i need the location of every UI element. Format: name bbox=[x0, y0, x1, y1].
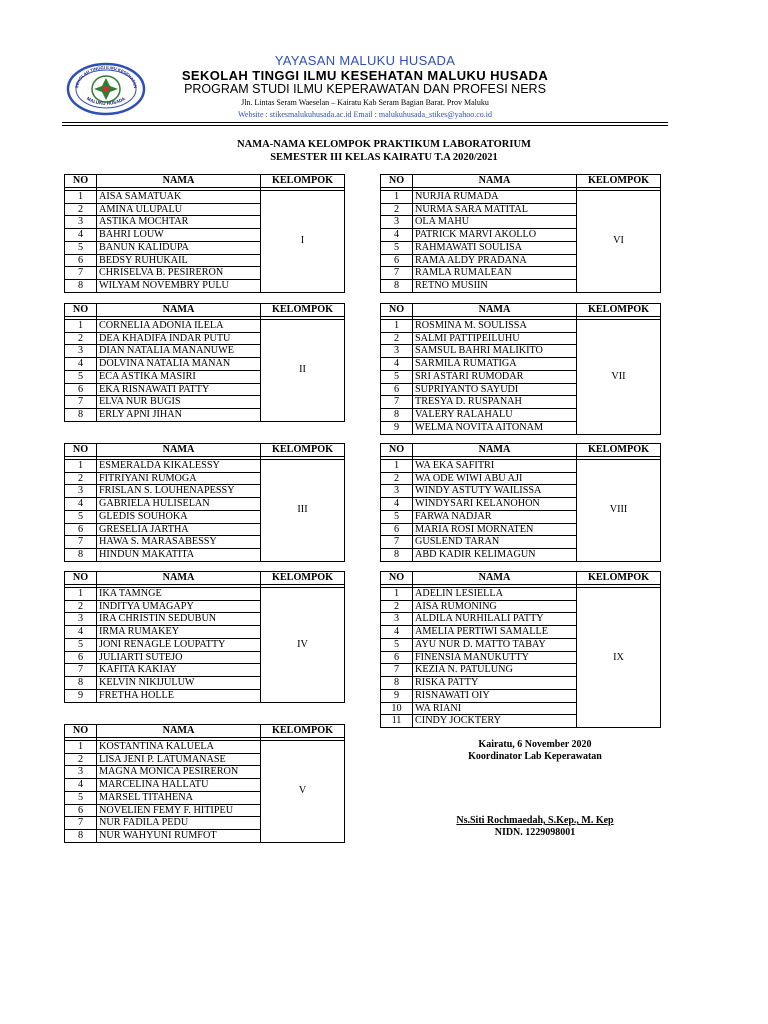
member-name: JULIARTI SUTEJO bbox=[97, 651, 261, 664]
school-name: SEKOLAH TINGGI ILMU KESEHATAN MALUKU HUSADA bbox=[181, 68, 549, 83]
member-name: ABD KADIR KELIMAGUN bbox=[413, 549, 577, 562]
table-row bbox=[65, 319, 345, 332]
member-no: 5 bbox=[65, 510, 97, 523]
column-header-no: NO bbox=[65, 572, 97, 585]
member-no: 7 bbox=[65, 536, 97, 549]
member-no: 5 bbox=[381, 510, 413, 523]
member-name: CINDY JOCKTERY bbox=[413, 715, 577, 728]
column-header-nama: NAMA bbox=[97, 175, 261, 188]
member-no: 3 bbox=[381, 613, 413, 626]
member-name: WINDYSARI KELANOHON bbox=[413, 498, 577, 511]
table-header-row bbox=[381, 444, 661, 457]
member-name: WILYAM NOVEMBRY PULU bbox=[97, 280, 261, 293]
document-subtitle: SEMESTER III KELAS KAIRATU T.A 2020/2021 bbox=[270, 152, 498, 163]
column-header-kelompok: KELOMPOK bbox=[261, 175, 345, 188]
member-no: 1 bbox=[381, 190, 413, 203]
member-name: IRMA RUMAKEY bbox=[97, 626, 261, 639]
column-header-kelompok: KELOMPOK bbox=[261, 304, 345, 317]
member-no: 2 bbox=[65, 600, 97, 613]
group-number: IX bbox=[577, 587, 661, 727]
member-no: 3 bbox=[381, 345, 413, 358]
member-name: HAWA S. MARASABESSY bbox=[97, 536, 261, 549]
member-no: 4 bbox=[381, 229, 413, 242]
member-name: KAFITA KAKIAY bbox=[97, 664, 261, 677]
member-name: RAHMAWATI SOULISA bbox=[413, 241, 577, 254]
group-table-vi bbox=[380, 174, 661, 293]
member-no: 2 bbox=[65, 472, 97, 485]
member-name: JONI RENAGLE LOUPATTY bbox=[97, 638, 261, 651]
group-table-viii bbox=[380, 443, 661, 562]
table-header-row bbox=[381, 304, 661, 317]
table-header-row bbox=[381, 175, 661, 188]
member-name: ECA ASTIKA MASIRI bbox=[97, 370, 261, 383]
signature-role: Koordinator Lab Keperawatan bbox=[468, 751, 602, 762]
member-no: 3 bbox=[381, 485, 413, 498]
column-header-nama: NAMA bbox=[97, 725, 261, 738]
member-name: WA RIANI bbox=[413, 702, 577, 715]
group-table-ii bbox=[64, 303, 345, 422]
member-name: FITRIYANI RUMOGA bbox=[97, 472, 261, 485]
column-header-nama: NAMA bbox=[413, 444, 577, 457]
signature-place-date: Kairatu, 6 November 2020 bbox=[478, 739, 592, 750]
column-header-nama: NAMA bbox=[413, 304, 577, 317]
member-no: 7 bbox=[381, 664, 413, 677]
member-name: NURJIA RUMADA bbox=[413, 190, 577, 203]
column-header-kelompok: KELOMPOK bbox=[577, 175, 661, 188]
member-name: GABRIELA HULISELAN bbox=[97, 498, 261, 511]
member-name: HINDUN MAKATITA bbox=[97, 549, 261, 562]
group-number: VIII bbox=[577, 459, 661, 561]
column-header-nama: NAMA bbox=[97, 572, 261, 585]
member-name: KELVIN NIKIJULUW bbox=[97, 677, 261, 690]
group-number: V bbox=[261, 740, 345, 842]
column-header-nama: NAMA bbox=[413, 572, 577, 585]
member-no: 4 bbox=[65, 779, 97, 792]
member-no: 8 bbox=[65, 549, 97, 562]
member-no: 6 bbox=[381, 383, 413, 396]
member-no: 4 bbox=[65, 358, 97, 371]
member-name: RETNO MUSIIN bbox=[413, 280, 577, 293]
member-name: AYU NUR D. MATTO TABAY bbox=[413, 638, 577, 651]
member-no: 10 bbox=[381, 702, 413, 715]
member-name: CORNELIA ADONIA ILELA bbox=[97, 319, 261, 332]
member-name: MARSEL TITAHENA bbox=[97, 791, 261, 804]
group-table-vii bbox=[380, 303, 661, 435]
member-name: SRI ASTARI RUMODAR bbox=[413, 370, 577, 383]
column-header-kelompok: KELOMPOK bbox=[577, 444, 661, 457]
member-name: FRISLAN S. LOUHENAPESSY bbox=[97, 485, 261, 498]
column-header-kelompok: KELOMPOK bbox=[577, 304, 661, 317]
member-no: 8 bbox=[65, 677, 97, 690]
group-number: I bbox=[261, 190, 345, 292]
member-no: 8 bbox=[65, 280, 97, 293]
column-header-no: NO bbox=[65, 725, 97, 738]
member-name: NUR WAHYUNI RUMFOT bbox=[97, 830, 261, 843]
svg-text:MALUKU HUSADA: MALUKU HUSADA bbox=[85, 95, 127, 106]
member-no: 6 bbox=[65, 254, 97, 267]
member-no: 5 bbox=[381, 241, 413, 254]
member-name: AMINA ULUPALU bbox=[97, 203, 261, 216]
member-name: RISKA PATTY bbox=[413, 677, 577, 690]
table-row bbox=[65, 740, 345, 753]
member-no: 2 bbox=[65, 203, 97, 216]
member-name: MARIA ROSI MORNATEN bbox=[413, 523, 577, 536]
table-header-row bbox=[381, 572, 661, 585]
member-no: 5 bbox=[65, 241, 97, 254]
member-no: 1 bbox=[381, 587, 413, 600]
column-header-kelompok: KELOMPOK bbox=[577, 572, 661, 585]
member-no: 7 bbox=[65, 267, 97, 280]
member-name: EKA RISNAWATI PATTY bbox=[97, 383, 261, 396]
member-no: 8 bbox=[381, 409, 413, 422]
member-name: SARMILA RUMATIGA bbox=[413, 358, 577, 371]
member-no: 7 bbox=[381, 396, 413, 409]
member-name: OLA MAHU bbox=[413, 216, 577, 229]
member-no: 1 bbox=[65, 459, 97, 472]
member-no: 6 bbox=[65, 523, 97, 536]
table-row bbox=[381, 459, 661, 472]
group-number: II bbox=[261, 319, 345, 421]
member-no: 8 bbox=[65, 409, 97, 422]
member-no: 2 bbox=[381, 203, 413, 216]
member-name: LISA JENI P. LATUMANASE bbox=[97, 753, 261, 766]
header-rule-thin bbox=[62, 125, 668, 126]
member-name: INDITYA UMAGAPY bbox=[97, 600, 261, 613]
member-name: AISA RUMONING bbox=[413, 600, 577, 613]
member-name: BAHRI LOUW bbox=[97, 229, 261, 242]
member-no: 6 bbox=[65, 383, 97, 396]
member-name: ADELIN LESIELLA bbox=[413, 587, 577, 600]
table-row bbox=[381, 190, 661, 203]
table-row bbox=[381, 587, 661, 600]
member-no: 6 bbox=[381, 651, 413, 664]
member-no: 5 bbox=[65, 638, 97, 651]
table-row bbox=[65, 587, 345, 600]
member-name: KEZIA N. PATULUNG bbox=[413, 664, 577, 677]
member-no: 4 bbox=[381, 498, 413, 511]
svg-text:SEKOLAH TINGGI ILMU KESEHATAN: SEKOLAH TINGGI ILMU KESEHATAN bbox=[73, 64, 139, 89]
member-name: SAMSUL BAHRI MALIKITO bbox=[413, 345, 577, 358]
member-name: FRETHA HOLLE bbox=[97, 689, 261, 702]
group-table-ix bbox=[380, 571, 661, 728]
member-no: 2 bbox=[381, 472, 413, 485]
member-no: 6 bbox=[65, 651, 97, 664]
member-no: 4 bbox=[65, 229, 97, 242]
column-header-no: NO bbox=[381, 444, 413, 457]
member-no: 8 bbox=[381, 280, 413, 293]
member-name: MAGNA MONICA PESIRERON bbox=[97, 766, 261, 779]
column-header-no: NO bbox=[65, 304, 97, 317]
member-no: 1 bbox=[65, 587, 97, 600]
column-header-nama: NAMA bbox=[97, 444, 261, 457]
member-name: ESMERALDA KIKALESSY bbox=[97, 459, 261, 472]
group-table-iv bbox=[64, 571, 345, 703]
member-name: RAMA ALDY PRADANA bbox=[413, 254, 577, 267]
member-name: DOLVINA NATALIA MANAN bbox=[97, 358, 261, 371]
column-header-no: NO bbox=[65, 175, 97, 188]
member-name: RISNAWATI OIY bbox=[413, 689, 577, 702]
member-name: SALMI PATTIPEILUHU bbox=[413, 332, 577, 345]
member-no: 7 bbox=[381, 536, 413, 549]
member-no: 1 bbox=[65, 190, 97, 203]
member-no: 6 bbox=[381, 523, 413, 536]
member-no: 3 bbox=[65, 345, 97, 358]
table-header-row bbox=[65, 304, 345, 317]
website-email[interactable]: Website : stikesmalukuhusada.ac.id Email : malukuhusada_stikes@yahoo.co.id bbox=[237, 110, 492, 119]
column-header-no: NO bbox=[381, 304, 413, 317]
member-name: CHRISELVA B. PESIRERON bbox=[97, 267, 261, 280]
member-name: NUR FADILA PEDU bbox=[97, 817, 261, 830]
member-name: ALDILA NURHILALI PATTY bbox=[413, 613, 577, 626]
member-no: 7 bbox=[381, 267, 413, 280]
member-name: GRESELIA JARTHA bbox=[97, 523, 261, 536]
member-no: 3 bbox=[65, 216, 97, 229]
group-number: VII bbox=[577, 319, 661, 434]
member-no: 7 bbox=[65, 396, 97, 409]
member-no: 8 bbox=[65, 830, 97, 843]
member-name: ASTIKA MOCHTAR bbox=[97, 216, 261, 229]
member-no: 2 bbox=[65, 753, 97, 766]
member-name: AISA SAMATUAK bbox=[97, 190, 261, 203]
member-no: 9 bbox=[381, 689, 413, 702]
member-name: SUPRIYANTO SAYUDI bbox=[413, 383, 577, 396]
table-row bbox=[381, 319, 661, 332]
member-name: ELVA NUR BUGIS bbox=[97, 396, 261, 409]
member-name: RAMLA RUMALEAN bbox=[413, 267, 577, 280]
member-name: BEDSY RUHUKAIL bbox=[97, 254, 261, 267]
member-name: PATRICK MARVI AKOLLO bbox=[413, 229, 577, 242]
member-no: 4 bbox=[65, 626, 97, 639]
member-name: TRESYA D. RUSPANAH bbox=[413, 396, 577, 409]
table-header-row bbox=[65, 175, 345, 188]
member-name: FINENSIA MANUKUTTY bbox=[413, 651, 577, 664]
group-number: VI bbox=[577, 190, 661, 292]
member-name: GUSLEND TARAN bbox=[413, 536, 577, 549]
group-number: IV bbox=[261, 587, 345, 702]
member-no: 1 bbox=[65, 319, 97, 332]
member-name: WA EKA SAFITRI bbox=[413, 459, 577, 472]
institution-logo bbox=[66, 62, 146, 116]
member-no: 9 bbox=[65, 689, 97, 702]
group-table-i bbox=[64, 174, 345, 293]
member-name: ROSMINA M. SOULISSA bbox=[413, 319, 577, 332]
column-header-kelompok: KELOMPOK bbox=[261, 572, 345, 585]
member-name: IKA TAMNGE bbox=[97, 587, 261, 600]
table-header-row bbox=[65, 572, 345, 585]
yayasan-name: YAYASAN MALUKU HUSADA bbox=[274, 53, 456, 68]
document-title: NAMA-NAMA KELOMPOK PRAKTIKUM LABORATORIUM bbox=[237, 139, 531, 150]
member-no: 6 bbox=[65, 804, 97, 817]
member-no: 3 bbox=[65, 613, 97, 626]
column-header-no: NO bbox=[381, 175, 413, 188]
member-name: NURMA SARA MATITAL bbox=[413, 203, 577, 216]
member-name: WA ODE WIWI ABU AJI bbox=[413, 472, 577, 485]
member-no: 5 bbox=[65, 791, 97, 804]
member-no: 9 bbox=[381, 421, 413, 434]
header-rule-thick bbox=[62, 122, 668, 123]
group-table-iii bbox=[64, 443, 345, 562]
member-name: ERLY APNI JIHAN bbox=[97, 409, 261, 422]
member-no: 1 bbox=[381, 319, 413, 332]
column-header-nama: NAMA bbox=[413, 175, 577, 188]
member-no: 4 bbox=[381, 626, 413, 639]
member-no: 5 bbox=[381, 370, 413, 383]
member-no: 5 bbox=[381, 638, 413, 651]
member-name: GLEDIS SOUHOKA bbox=[97, 510, 261, 523]
member-no: 3 bbox=[65, 485, 97, 498]
member-no: 2 bbox=[381, 332, 413, 345]
member-name: IRA CHRISTIN SEDUBUN bbox=[97, 613, 261, 626]
member-name: VALERY RALAHALU bbox=[413, 409, 577, 422]
member-name: NOVELIEN FEMY F. HITIPEU bbox=[97, 804, 261, 817]
member-no: 7 bbox=[65, 817, 97, 830]
signature-name: Ns.Siti Rochmaedah, S.Kep., M. Kep bbox=[456, 815, 614, 826]
column-header-nama: NAMA bbox=[97, 304, 261, 317]
member-name: AMELIA PERTIWI SAMALLE bbox=[413, 626, 577, 639]
table-header-row bbox=[65, 444, 345, 457]
member-no: 4 bbox=[381, 358, 413, 371]
member-no: 5 bbox=[65, 370, 97, 383]
member-no: 8 bbox=[381, 677, 413, 690]
member-name: MARCELINA HALLATU bbox=[97, 779, 261, 792]
table-row bbox=[65, 459, 345, 472]
member-no: 2 bbox=[381, 600, 413, 613]
column-header-no: NO bbox=[65, 444, 97, 457]
address: Jln. Lintas Seram Waeselan – Kairatu Kab Seram Bagian Barat. Prov Maluku bbox=[241, 98, 489, 107]
member-no: 2 bbox=[65, 332, 97, 345]
column-header-kelompok: KELOMPOK bbox=[261, 725, 345, 738]
member-no: 11 bbox=[381, 715, 413, 728]
program-name: PROGRAM STUDI ILMU KEPERAWATAN DAN PROFESI NERS bbox=[184, 82, 546, 96]
member-name: KOSTANTINA KALUELA bbox=[97, 740, 261, 753]
signature-nidn: NIDN. 1229098001 bbox=[494, 827, 576, 838]
member-no: 3 bbox=[65, 766, 97, 779]
column-header-no: NO bbox=[381, 572, 413, 585]
member-no: 1 bbox=[65, 740, 97, 753]
member-no: 7 bbox=[65, 664, 97, 677]
member-name: BANUN KALIDUPA bbox=[97, 241, 261, 254]
member-name: DIAN NATALIA MANANUWE bbox=[97, 345, 261, 358]
member-no: 3 bbox=[381, 216, 413, 229]
group-table-v bbox=[64, 724, 345, 843]
member-name: WELMA NOVITA AITONAM bbox=[413, 421, 577, 434]
member-no: 6 bbox=[381, 254, 413, 267]
member-no: 1 bbox=[381, 459, 413, 472]
group-number: III bbox=[261, 459, 345, 561]
table-header-row bbox=[65, 725, 345, 738]
column-header-kelompok: KELOMPOK bbox=[261, 444, 345, 457]
member-name: WINDY ASTUTY WAILISSA bbox=[413, 485, 577, 498]
member-no: 8 bbox=[381, 549, 413, 562]
member-no: 4 bbox=[65, 498, 97, 511]
table-row bbox=[65, 190, 345, 203]
member-name: DEA KHADIFA INDAR PUTU bbox=[97, 332, 261, 345]
member-name: FARWA NADJAR bbox=[413, 510, 577, 523]
